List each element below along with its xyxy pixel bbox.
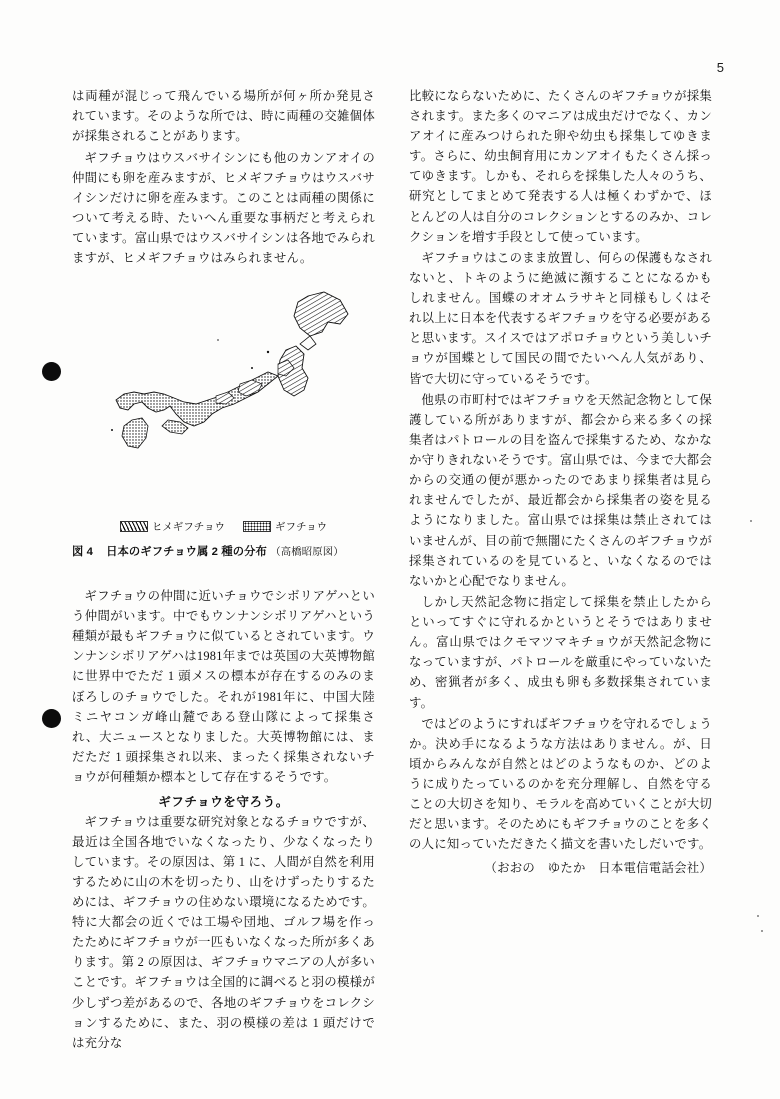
- figure-credit: （高橋昭原図）: [270, 547, 344, 559]
- hatch-swatch-icon: [120, 521, 148, 532]
- legend-item: [120, 519, 225, 534]
- binding-hole-mark: [42, 362, 61, 381]
- paragraph: 他県の市町村ではギフチョウを天然記念物として保護している所がありますが、都会から来る多くの採集者はパトロールの目を盗んで採集するため、なかなか守りきれないそうです。富山県では、今まで大都会からの交通の便が悪かったのであまり採集者は見られませんでしたが、最近都会から採集者の姿を見るようになりました。富山県では採集は禁止されてはいませんが、目の前で無闇にたくさんのギフチョウが採集されているのを見ていると、いなくなるのではないかと心配でなりません。: [409, 392, 712, 588]
- author-signature: （おおの ゆたか 日本電信電話会社）: [484, 861, 712, 876]
- scan-speckle: [750, 520, 752, 522]
- paragraph: ギフチョウは重要な研究対象となるチョウですが、最近は全国各地でいなくなったり、少なくなったりしています。その原因は、第 1 に、人間が自然を利用するために山の木を切ったり、山をけずったりするためには、ギフチョウの住めない環境になるためです。特に大都会の近くでは工場や団地、ゴルフ場を作ったためにギフチョウが一匹もいなくなった所が多くあります。第 2 の原因は、ギフチョウマニアの人が多いことです。ギフチョウは全国的に調べると羽の模様が少しずつ差があるので、各地のギフチョウをコレクションするために、また、羽の模様の差は 1 頭だけでは充分な: [72, 814, 375, 1050]
- map-illustration: [72, 280, 375, 515]
- scan-speckle: [757, 915, 759, 917]
- two-column-body: [72, 86, 712, 1050]
- left-column: [72, 86, 375, 1050]
- paragraph: は両種が混じって飛んでいる場所が何ヶ所か発見されています。そのような所では、時に両種の交雑個体が採集されることがあります。: [72, 89, 375, 144]
- legend-label: ヒメギフチョウ: [151, 520, 225, 533]
- paragraph: ギフチョウはこのまま放置し、何らの保護もなされないと、トキのように絶滅に瀕することになるかもしれません。国蝶のオオムラサキと同様もしくはそれ以上に日本を代表するギフチョウを守る必要があると思います。スイスではアポロチョウという美しいチョウが国蝶として国民の間でたいへん人気があり、皆で大切に守っているそうです。: [409, 250, 712, 386]
- section-heading: ギフチョウを守ろう。: [158, 795, 289, 810]
- figure-title: 日本のギフチョウ属 2 種の分布: [106, 546, 267, 559]
- scan-speckle: [761, 930, 763, 932]
- map-legend: [72, 517, 375, 535]
- dots-swatch-icon: [243, 521, 271, 532]
- paragraph: 比較にならないために、たくさんのギフチョウが採集されます。また多くのマニアは成虫だけでなく、カンアオイに産みつけられた卵や幼虫も採集してゆきます。さらに、幼虫飼育用にカンアオイもたくさん採ってゆきます。しかも、それらを採集した人々のうち、研究としてまとめて発表する人は極くわずかで、ほとんどの人は自分のコレクションとするのみか、コレクションを増す手段として使っています。: [409, 89, 712, 244]
- paragraph: ギフチョウの仲間に近いチョウでシボリアゲハという仲間がいます。中でもウンナンシボリアゲハという種類が最もギフチョウに似ているとされています。ウンナンシボリアゲハは1981年までは英国の大英博物館に世界中でただ 1 頭メスの標本が存在するのみのまぼろしのチョウでした。それが1981年に、中国大陸ミニヤコンガ峰山麓である登山隊によって採集され、大ニュースとなりました。大英博物館には、まだただ 1 頭採集され以来、まったく採集されないチョウが何種類か標本として存在するそうです。: [72, 589, 375, 784]
- legend-item: [243, 519, 327, 534]
- paragraph: ギフチョウはウスバサイシンにも他のカンアオイの仲間にも卵を産みますが、ヒメギフチョウはウスバサイシンだけに卵を産みます。このことは両種の関係について考える時、たいへん重要な事柄だと考えられています。富山県ではウスバサイシンは各地でみられますが、ヒメギフチョウはみられません。: [72, 150, 375, 265]
- right-column: [409, 86, 712, 1026]
- paragraph: しかし天然記念物に指定して採集を禁止したからといってすぐに守れるかというとそうではありません。富山県ではクモマツマキチョウが天然記念物になっていますが、パトロールを厳重にやっていないため、密猟者が多く、成虫も卵も多数採集されています。: [409, 595, 712, 710]
- binding-hole-mark: [42, 709, 61, 728]
- figure-caption: [72, 543, 375, 559]
- legend-label: ギフチョウ: [275, 520, 328, 533]
- japan-map-svg: [72, 280, 375, 515]
- page-number: 5: [716, 60, 724, 75]
- figure-number: 図 4: [72, 546, 94, 559]
- paragraph: ではどのようにすればギフチョウを守れるでしょうか。決め手になるような方法はありません。が、日頃からみんなが自然とはどのようなものか、どのように成りたっているのかを充分理解し、自然を守ることの大切さを知り、モラルを高めていくことが大切だと思います。そのためにもギフチョウのことを多くの人に知っていただきたく描文を書いたしだいです。: [409, 716, 712, 852]
- figure-distribution-map: [72, 280, 375, 580]
